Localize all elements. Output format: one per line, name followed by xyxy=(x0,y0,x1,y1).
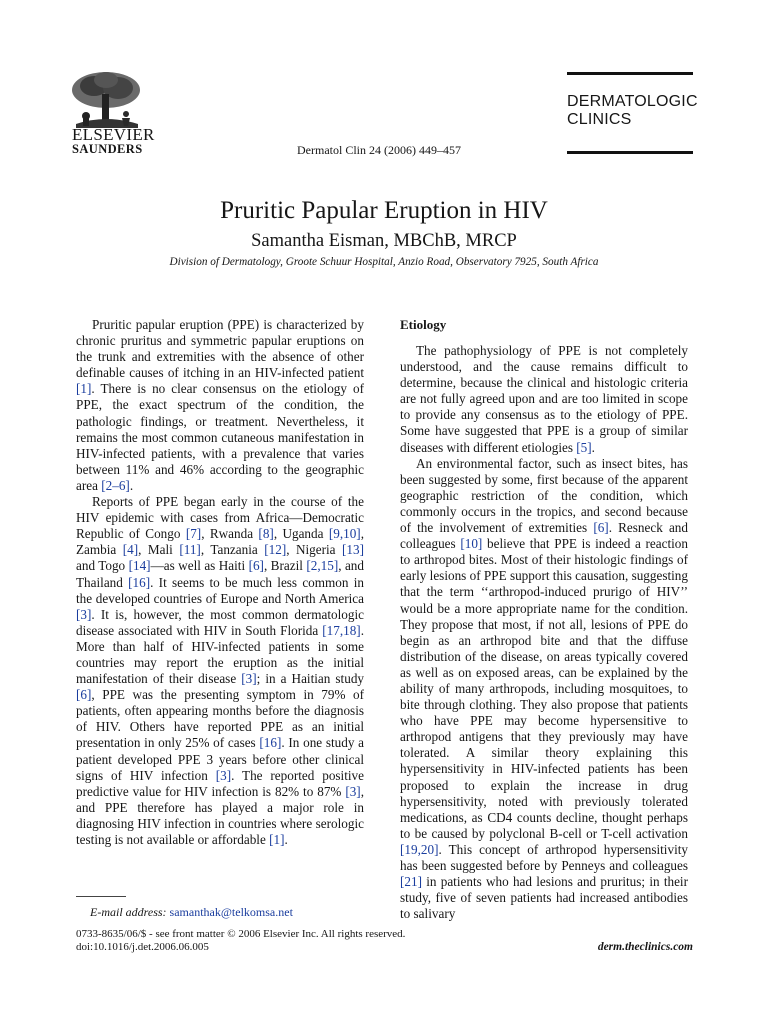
journal-name-line2: CLINICS xyxy=(567,111,632,128)
citation-ref[interactable]: [12] xyxy=(264,542,287,558)
author-line: Samantha Eisman, MBChB, MRCP xyxy=(251,231,517,251)
citation-ref[interactable]: [19,20] xyxy=(400,841,439,857)
journal-rule-bottom xyxy=(567,151,693,154)
citation-ref[interactable]: [6] xyxy=(593,520,609,536)
citation-ref[interactable]: [14] xyxy=(128,558,151,574)
citation-ref[interactable]: [16] xyxy=(128,574,151,590)
copyright-line: 0733-8635/06/$ - see front matter © 2006 Elsevier Inc. All rights reserved. xyxy=(76,928,406,940)
citation-ref[interactable]: [3] xyxy=(241,671,257,687)
imprint-name: SAUNDERS xyxy=(72,142,143,156)
citation: Dermatol Clin 24 (2006) 449–457 xyxy=(297,143,461,157)
elsevier-tree-logo xyxy=(66,70,146,128)
section-heading: Etiology xyxy=(400,317,447,332)
citation-ref[interactable]: [2–6] xyxy=(101,477,130,493)
paragraph: Pruritic papular eruption (PPE) is characterized by chronic pruritus and symmetric papular eruptions on the trunk and extremities with the absence of other definable causes of itching in an HIV-infected patient [1]. There is no clear consensus on the etiology of PPE, the exact spectrum of the condition, the pathologic findings, or treatment. Nevertheless, it remains the most common cutaneous manifestation in HIV-infected patients, with a prevalence that varies between 11% and 46% according to the geographic area [2–6]. xyxy=(76,317,364,493)
affiliation: Division of Dermatology, Groote Schuur Hospital, Anzio Road, Observatory 7925, South Africa xyxy=(169,256,599,268)
footnote-rule xyxy=(76,896,126,897)
left-column xyxy=(76,317,364,848)
journal-name xyxy=(567,93,698,129)
citation-ref[interactable]: [6] xyxy=(248,558,264,574)
citation-ref[interactable]: [5] xyxy=(576,439,592,455)
citation-ref[interactable]: [21] xyxy=(400,874,422,890)
paragraph: An environmental factor, such as insect bites, has been suggested by some, first because of the apparent geographic restriction of the condition, which commonly occurs in the tropics, and second because of the involvement of extremities [6]. Resneck and colleagues [10] believe that PPE is indeed a reaction to arthropod bites. Most of their histologic findings of early lesions of PPE support this causation, suggesting that the term ‘‘arthropod-induced prurigo of HIV’’ would be a more appropriate name for the condition. They propose that most, if not all, lesions of PPE do begin as an arthropod bite and that the diffuse distribution of the disease, on areas typically covered as well as on exposed areas, can be explained by the ability of many arthropods, including mosquitoes, to bite through clothing. They also propose that patients who have PPE may become hypersensitive to arthropod antigens that they previously may have tolerated. A similar theory explaining this hypersensitivity in HIV-infected patients has been proposed to explain the increase in drug hypersensitivity, noted with previously tolerated medications, as CD4 counts decline, thought perhaps to be caused by polyclonal B-cell or T-cell activation [19,20]. This concept of arthropod hypersensitivity has been suggested before by Penneys and colleagues [21] in patients who had lesions and pruritus; in their study, five of seven patients had increased antibodies to salivary xyxy=(400,455,688,922)
article-title: Pruritic Papular Eruption in HIV xyxy=(220,197,548,224)
journal-name-line1: DERMATOLOGIC xyxy=(567,93,698,110)
doi-line: doi:10.1016/j.det.2006.06.005 xyxy=(76,941,209,953)
citation-ref[interactable]: [3] xyxy=(76,606,92,622)
citation-ref[interactable]: [7] xyxy=(185,526,202,542)
right-column xyxy=(400,317,688,922)
journal-website[interactable]: derm.theclinics.com xyxy=(597,941,693,953)
paragraph: Reports of PPE began early in the course of the HIV epidemic with cases from Africa—Democratic Republic of Congo [7], Rwanda [8], Uganda [9,10], Zambia [4], Mali [11], Tanzania [12], Nigeria [13] and Togo [14]—as well as Haiti [6], Brazil [2,15], and Thailand [16]. It seems to be much less common in the developed countries of Europe and North America [3]. It is, however, the most common dermatologic disease associated with HIV in South Florida [17,18]. More than half of HIV-infected patients in some countries may report the eruption as the initial manifestation of their disease [3]; in a Haitian study [6], PPE was the presenting symptom in 79% of patients, often appearing months before the diagnosis of HIV. Others have reported PPE as an initial presentation in only 25% of cases [16]. In one study a patient developed PPE 3 years before other clinical signs of HIV infection [3]. The reported positive predictive value for HIV infection is 82% to 87% [3], and PPE therefore has played a major role in diagnosing HIV infection in countries where serologic testing is not available or affordable [1]. xyxy=(76,494,365,847)
citation-ref[interactable]: [17,18] xyxy=(322,622,361,638)
email-footnote xyxy=(90,905,293,919)
citation-ref[interactable]: [9,10] xyxy=(328,526,361,542)
publisher-name: ELSEVIER xyxy=(72,125,155,144)
citation-ref[interactable]: [4] xyxy=(122,542,139,558)
citation-ref[interactable]: [1] xyxy=(269,832,285,847)
citation-ref[interactable]: [13] xyxy=(342,542,364,558)
citation-ref[interactable]: [6] xyxy=(76,687,92,703)
citation-ref[interactable]: [3] xyxy=(215,767,232,783)
citation-ref[interactable]: [10] xyxy=(460,536,483,552)
email-link[interactable]: samanthak@telkomsa.net xyxy=(169,905,293,919)
citation-ref[interactable]: [2,15] xyxy=(306,558,339,574)
email-label: E-mail address: xyxy=(90,905,167,919)
citation-ref[interactable]: [16] xyxy=(259,735,282,751)
paragraph: The pathophysiology of PPE is not completely understood, and the cause remains difficult to determine, because the clinical and histologic criteria are not fully agreed upon and are too limited in scope to provide any consensus as to the etiology of PPE. Some have suggested that PPE is a group of similar diseases with different etiologies [5]. xyxy=(400,343,688,455)
citation-ref[interactable]: [8] xyxy=(258,526,274,542)
citation-ref[interactable]: [1] xyxy=(76,381,92,397)
citation-ref[interactable]: [11] xyxy=(179,542,201,558)
journal-rule-top xyxy=(567,72,693,75)
citation-ref[interactable]: [3] xyxy=(345,783,361,799)
